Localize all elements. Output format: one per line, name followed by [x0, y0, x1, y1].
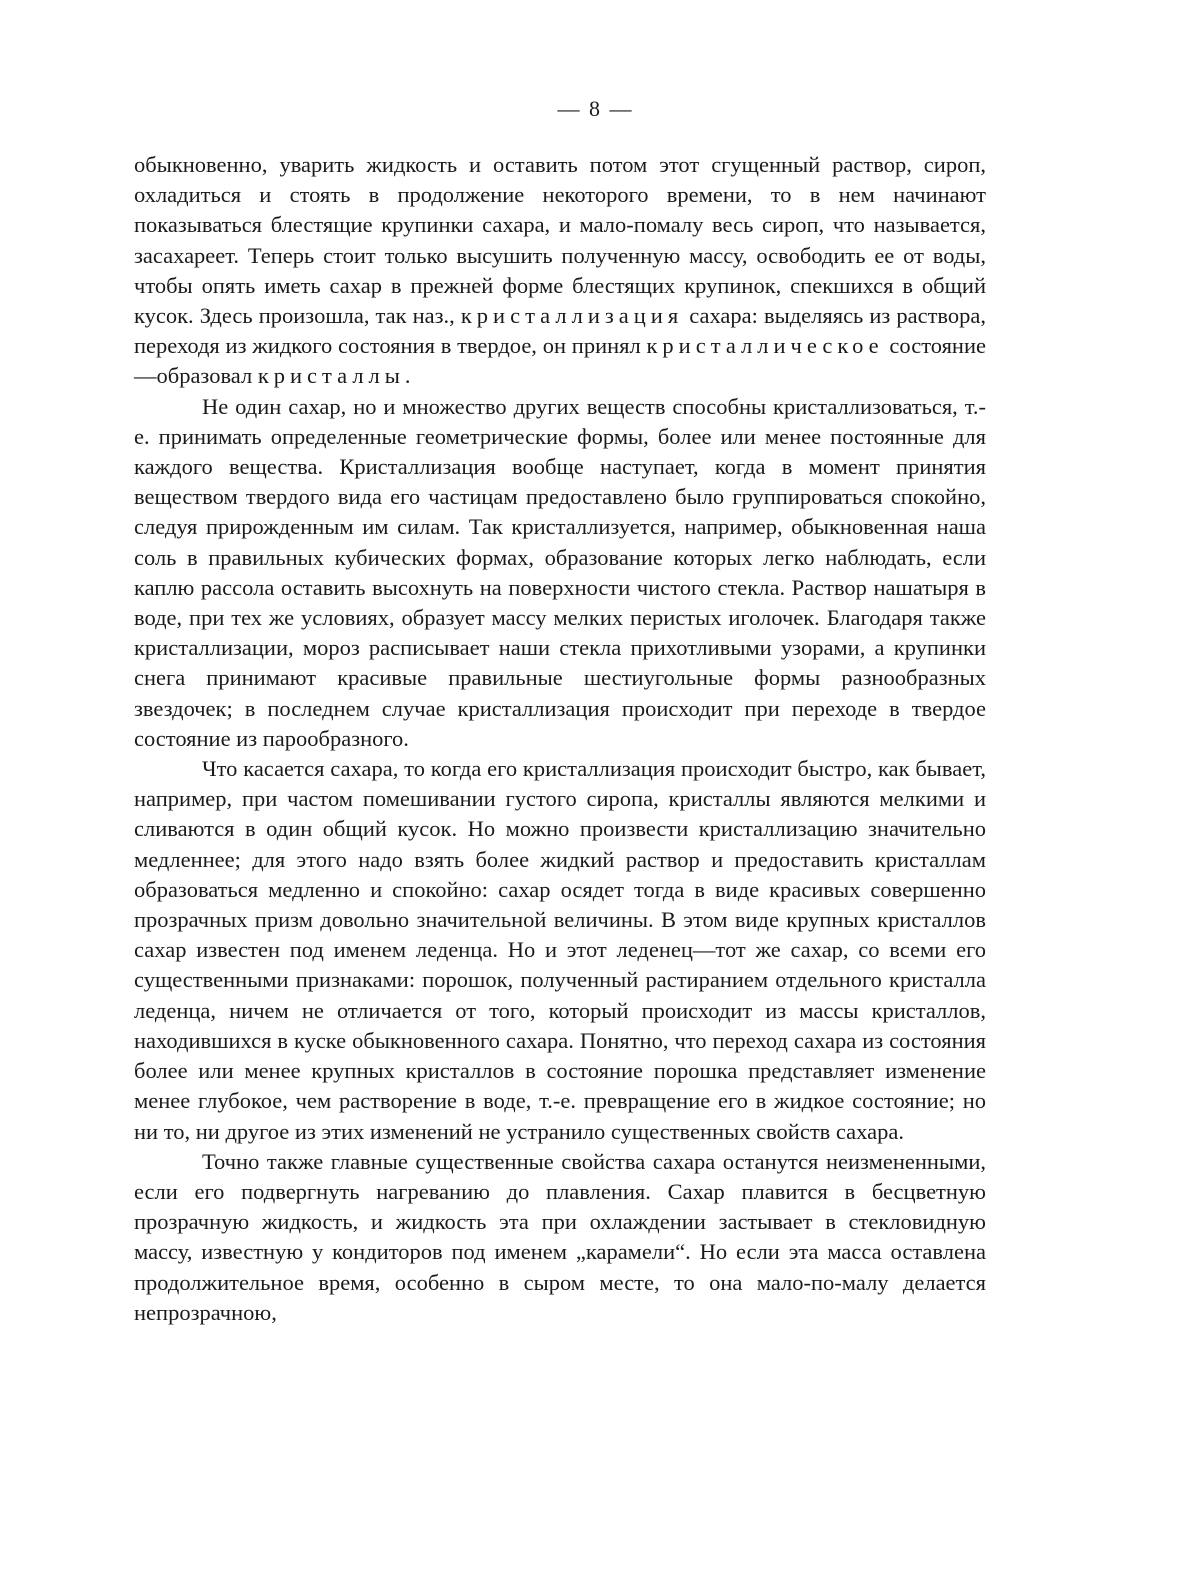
paragraph-3: [134, 754, 986, 1147]
paragraph-4: [134, 1147, 986, 1328]
text-run: Что касается сахара, то когда его кристаллизация происходит быстро, как бывает, например, при частом помешивании густого сиропа, кристаллы являются мелкими и сливаются в один общий кусок. Но можно произвести кристаллизацию значительно медленнее; для этого надо взять более жидкий раствор и предоставить кристаллам образоваться медленно и спокойно: сахар осядет тогда в виде красивых совершенно прозрачных призм довольно значительной величины. В этом виде крупных кристаллов сахар известен под именем леденца. Но и этот леденец—тот же сахар, со всеми его существенными признаками: порошок, полученный растиранием отдельного кристалла леденца, ничем не отличается от того, который происходит из массы кристаллов, находившихся в куске обыкновенного сахара. Понятно, что переход сахара из состояния более или менее крупных кристаллов в состояние порошка представляет изменение менее глубокое, чем растворение в воде, т.-е. превращение его в жидкое состояние; но ни то, ни другое из этих изменений не устранило существенных свойств сахара.: [134, 756, 986, 1144]
text-run: состояние—образовал: [134, 333, 986, 389]
spaced-term: кристаллическое: [646, 333, 884, 359]
text-run: обыкновенно, уварить жидкость и оставить потом этот сгущенный раствор, сироп, охладиться и стоять в продолжение некоторого времени, то в нем начинают показываться блестящие крупинки сахара, и мало-помалу весь сироп, что называется, засахареет. Теперь стоит только высушить полученную массу, освободить ее от воды, чтобы опять иметь сахар в прежней форме блестящих крупинок, спекшихся в общий кусок. Здесь произошла, так наз.,: [134, 152, 986, 329]
paragraph-2: [134, 392, 986, 754]
text-run: Точно также главные существенные свойства сахара останутся неизмененными, если его подвергнуть нагреванию до плавления. Сахар плавится в бесцветную прозрачную жидкость, и жидкость эта при охлаждении застывает в стекловидную массу, известную у кондиторов под именем „карамели“. Но если эта масса оставлена продолжительное время, особенно в сыром месте, то она мало-по-малу делается непрозрачною,: [134, 1148, 986, 1325]
text-run: сахара: выделяясь из раствора, переходя из жидкого состояния в твердое, он принял: [134, 303, 986, 359]
body-text: [134, 150, 986, 1328]
paragraph-1: [134, 150, 986, 392]
spaced-term: кристаллизация: [460, 303, 684, 329]
text-run: Не один сахар, но и множество других веществ способны кристаллизоваться, т.-е. принимать определенные геометрические формы, более или менее постоянные для каждого вещества. Кристаллизация вообще наступает, когда в момент принятия веществом твердого вида его частицам предоставлено было группироваться спокойно, следуя прирожденным им силам. Так кристаллизуется, например, обыкновенная наша соль в правильных кубических формах, образование которых легко наблюдать, если каплю рассола оставить высохнуть на поверхности чистого стекла. Раствор нашатыря в воде, при тех же условиях, образует массу мелких перистых иголочек. Благодаря также кристаллизации, мороз расписывает наши стекла прихотливыми узорами, а крупинки снега принимают красивые правильные шестиугольные формы разнообразных звездочек; в последнем случае кристаллизация происходит при переходе в твердое состояние из парообразного.: [134, 393, 986, 751]
text-run: .: [404, 363, 411, 389]
page-number: — 8 —: [557, 96, 634, 121]
spaced-term: кристаллы: [257, 363, 405, 389]
